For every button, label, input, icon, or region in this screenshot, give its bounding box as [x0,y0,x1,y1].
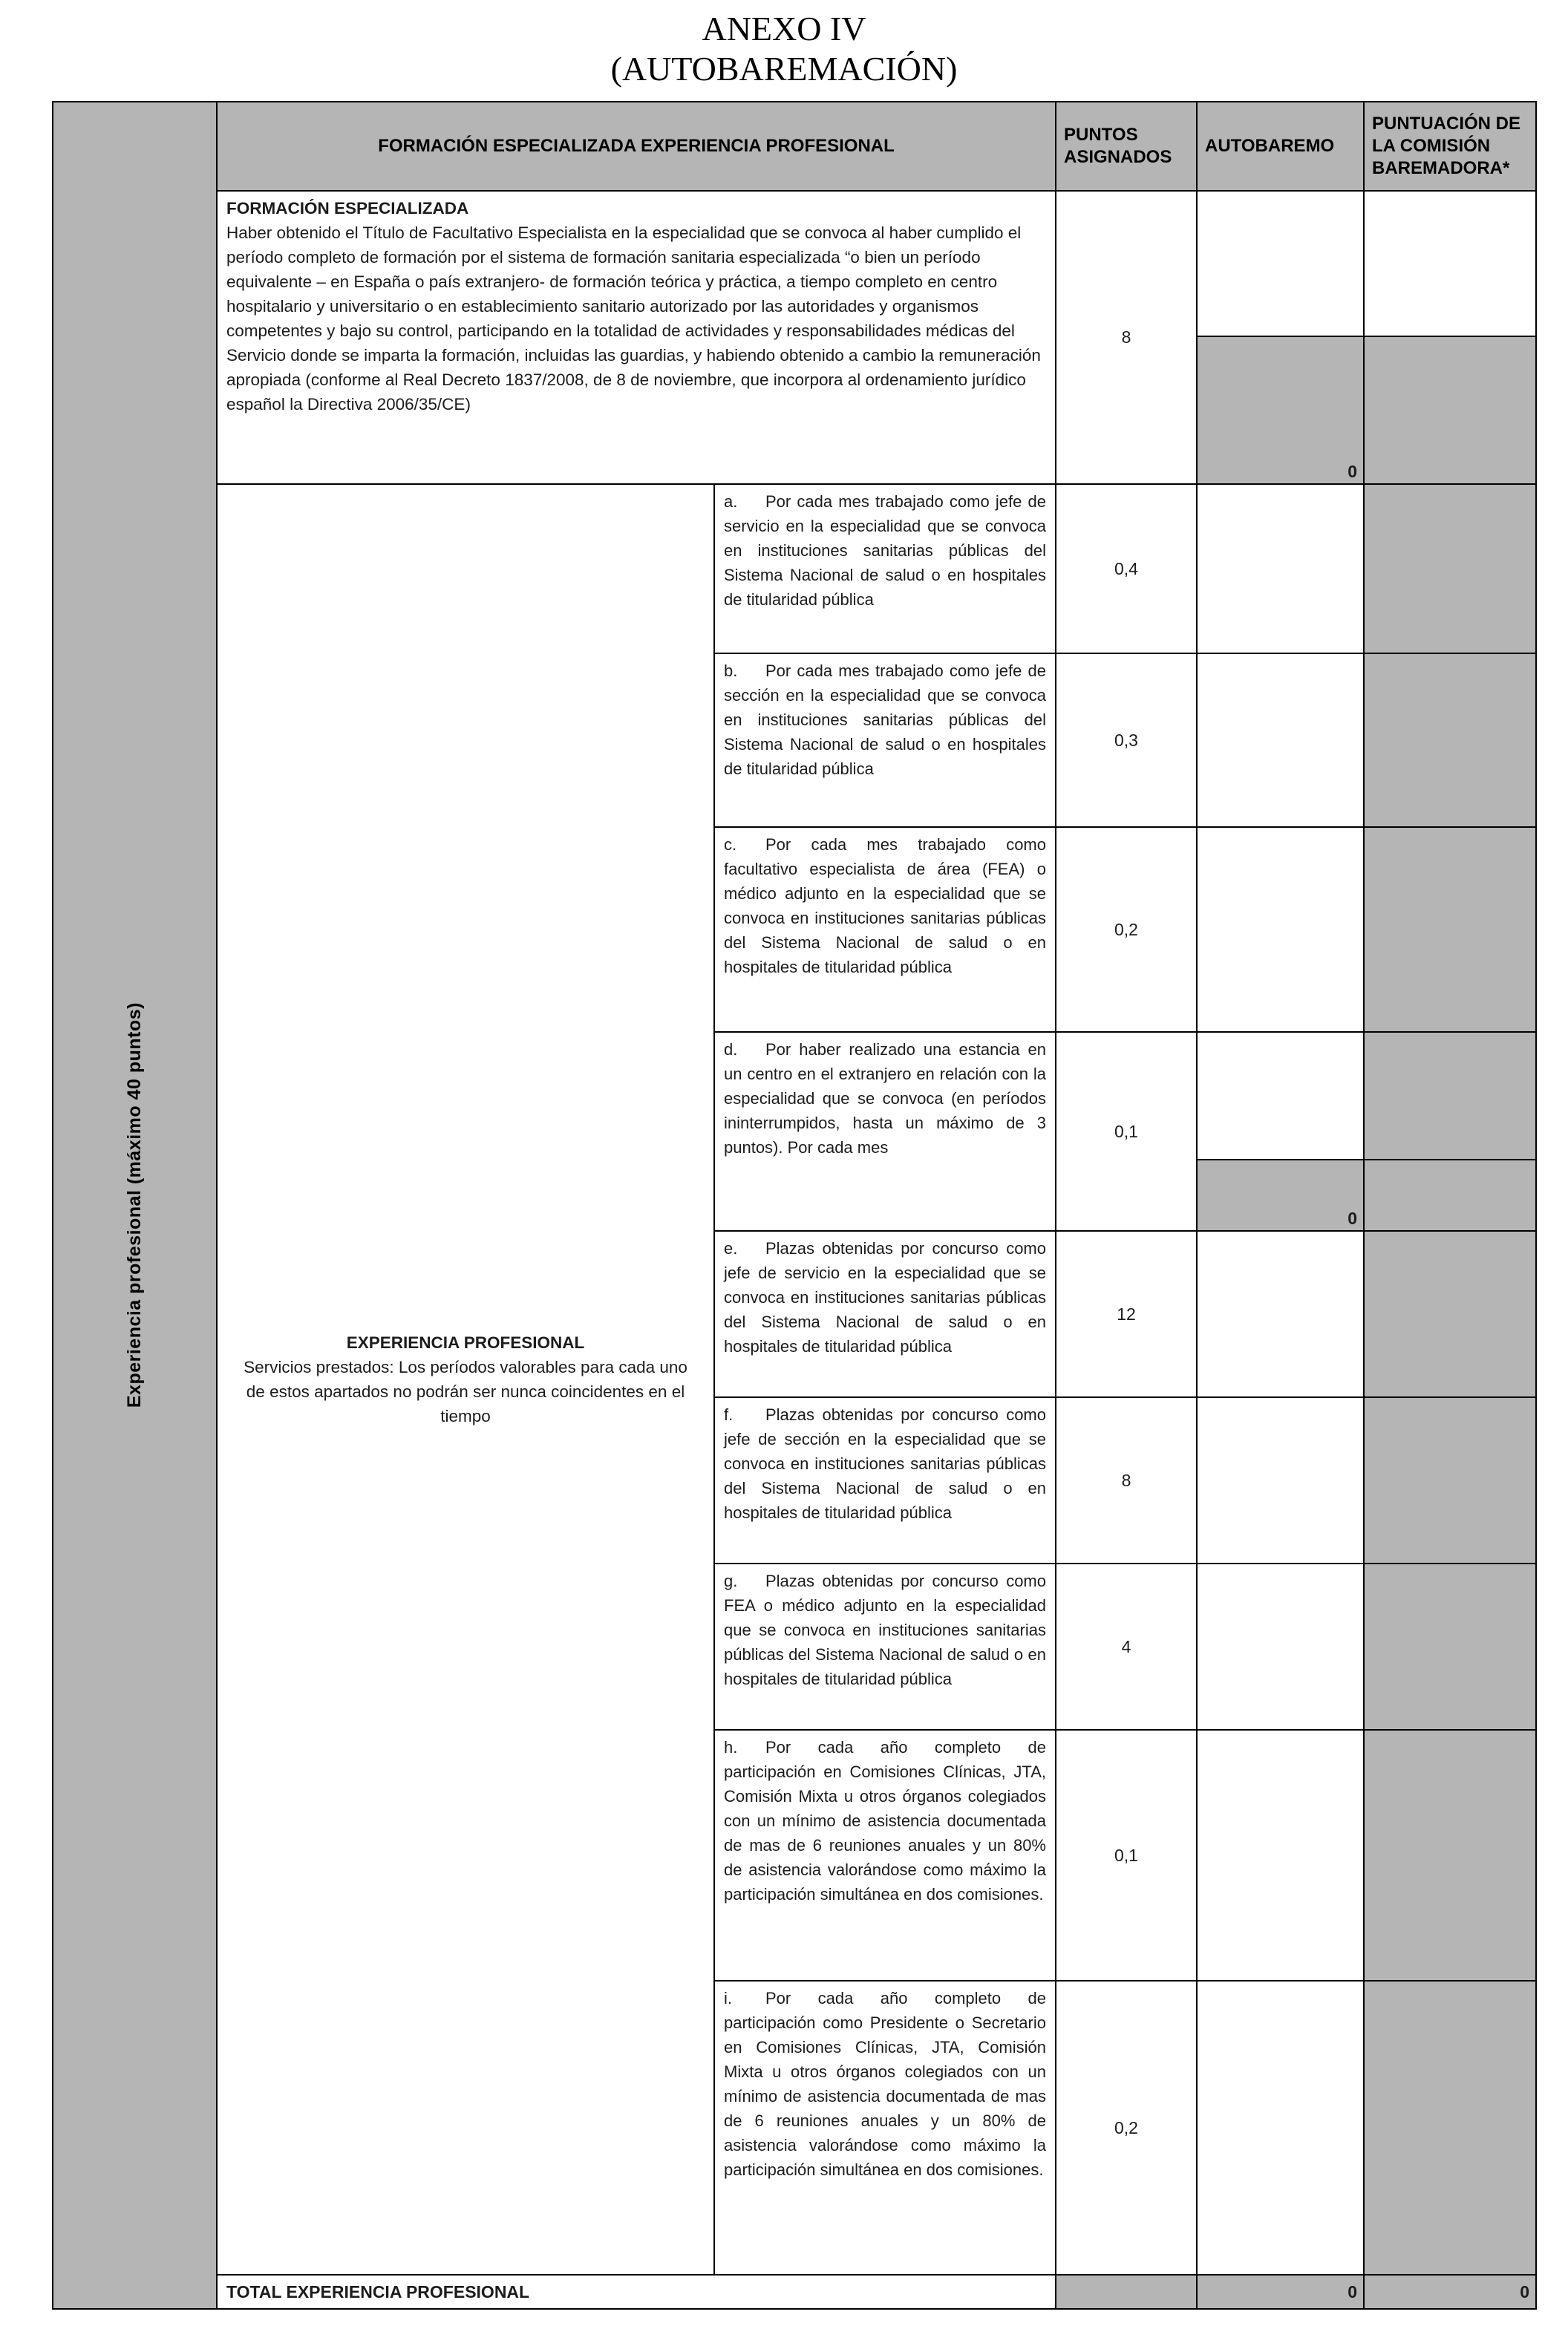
comision-cell [1365,1982,1535,2274]
total-autobaremo-value: 0 [1198,2276,1365,2308]
total-label: TOTAL EXPERIENCIA PROFESIONAL [218,2276,1056,2308]
autobaremo-subtotal: 0 [1198,1159,1363,1230]
item-row-h [715,1731,1535,1982]
formacion-body-text: Haber obtenido el Título de Facultativo Especialista en la especialidad que se convoca al haber cumplido el período completo de formación por el sistema de formación sanitaria especializada “o bien un período equivalente – en España o país extranjero- de formación teórica y práctica, a tiempo completo en centro hospitalario y universitario o en establecimiento sanitario autorizado por las autoridades y organismos competentes y bajo su control, participando en la totalidad de actividades y responsabilidades médicas del Servicio donde se imparta la formación, incluidas las guardias, y habiendo obtenido a cambio la remuneración apropiada (conforme al Real Decreto 1837/2008, de 8 de noviembre, que incorpora al ordenamiento jurídico español la Directiva 2006/35/CE) [226,223,1041,414]
item-description: a. Por cada mes trabajado como jefe de servicio en la especialidad que se convoca en instituciones sanitarias públicas del Sistema Nacional de salud o en hospitales de titularidad pública [715,485,1056,653]
header-main-column: FORMACIÓN ESPECIALIZADA EXPERIENCIA PROFESIONAL [218,102,1056,190]
item-description: c. Por cada mes trabajado como facultativo especialista de área (FEA) o médico adjunto en la especialidad que se convoca en instituciones sanitarias públicas del Sistema Nacional de salud o en hospitales de titularidad pública [715,828,1056,1031]
item-row-f [715,1398,1535,1564]
item-row-e [715,1232,1535,1398]
item-description: h. Por cada año completo de participación en Comisiones Clínicas, JTA, Comisión Mixta u otros órganos colegiados con un mínimo de asistencia documentada de mas de 6 reuniones anuales y un 80% de asistencia valorándose como máximo la participación simultánea en dos comisiones. [715,1731,1056,1980]
autobaremo-input-cell[interactable] [1198,1232,1365,1396]
comision-cell [1365,828,1535,1031]
comision-cell [1365,1398,1535,1563]
autobaremo-input-cell[interactable] [1198,1731,1365,1980]
autobaremo-input-cell[interactable] [1198,828,1365,1031]
formacion-autobaremo-subtotal: 0 [1198,336,1363,484]
table-main [218,102,1535,2308]
autobaremo-cell [1198,1033,1365,1230]
item-row-a [715,485,1535,654]
formacion-comision-subtotal [1365,336,1535,484]
autobaremo-input-cell[interactable] [1198,1982,1365,2274]
puntos-value: 0,1 [1056,1731,1198,1980]
autobaremo-input-cell[interactable] [1198,1033,1363,1159]
header-puntuacion-comision: PUNTUACIÓN DE LA COMISIÓN BAREMADORA* [1365,102,1535,190]
formacion-especializada-row [218,192,1535,485]
item-row-b [715,654,1535,828]
header-puntos-asignados: PUNTOS ASIGNADOS [1056,102,1198,190]
page-title: ANEXO IV [702,10,866,48]
formacion-heading: FORMACIÓN ESPECIALIZADA [226,199,469,218]
comision-cell [1365,1564,1535,1729]
experiencia-heading: EXPERIENCIA PROFESIONAL [346,1333,585,1352]
puntos-value: 0,4 [1056,485,1198,653]
formacion-description [218,192,1056,483]
item-description: b. Por cada mes trabajado como jefe de sección en la especialidad que se convoca en instituciones sanitarias públicas del Sistema Nacional de salud o en hospitales de titularidad pública [715,654,1056,826]
experiencia-items-column [715,485,1535,2274]
header-autobaremo: AUTOBAREMO [1198,102,1365,190]
item-description: e. Plazas obtenidas por concurso como jefe de servicio en la especialidad que se convoca en instituciones sanitarias públicas del Sistema Nacional de salud o en hospitales de titularidad pública [715,1232,1056,1396]
experiencia-body-text: Servicios prestados: Los períodos valorables para cada uno de estos apartados no podrán ser nunca coincidentes en el tiempo [244,1358,687,1425]
item-description: f. Plazas obtenidas por concurso como jefe de sección en la especialidad que se convoca en instituciones sanitarias públicas del Sistema Nacional de salud o en hospitales de titularidad pública [715,1398,1056,1563]
item-row-i [715,1982,1535,2274]
autobaremo-input-cell[interactable] [1198,1398,1365,1563]
document-title-block [0,0,1568,89]
puntos-value: 12 [1056,1232,1198,1396]
table-header-row [218,102,1535,192]
item-row-d [715,1033,1535,1232]
comision-cell [1365,1731,1535,1980]
comision-subtotal [1365,1159,1535,1230]
puntos-value: 0,2 [1056,828,1198,1031]
puntos-value: 8 [1056,1398,1198,1563]
sidebar-rotated-label: Experiencia profesional (máximo 40 puntos) [124,1002,145,1408]
puntos-value: 0,1 [1056,1033,1198,1230]
total-row [218,2276,1535,2308]
item-description: g. Plazas obtenidas por concurso como FEA o médico adjunto en la especialidad que se convoca en instituciones sanitarias públicas del Sistema Nacional de salud o en hospitales de titularidad pública [715,1564,1056,1729]
experiencia-profesional-section [218,485,1535,2276]
puntos-value: 4 [1056,1564,1198,1729]
item-description: d. Por haber realizado una estancia en un centro en el extranjero en relación con la especialidad que se convoca (en períodos ininterrumpidos, hasta un máximo de 3 puntos). Por cada mes [715,1033,1056,1230]
comision-cell [1365,1033,1535,1230]
puntos-value: 0,3 [1056,654,1198,826]
autobaremo-input-cell[interactable] [1198,485,1365,653]
total-puntos-cell [1056,2276,1198,2308]
formacion-puntos-value: 8 [1056,192,1198,483]
puntos-value: 0,2 [1056,1982,1198,2274]
total-comision-value: 0 [1365,2276,1535,2308]
formacion-comision-cell [1365,192,1535,483]
experiencia-label-cell [218,485,715,2274]
item-row-c [715,828,1535,1033]
autobaremo-input-cell[interactable] [1198,654,1365,826]
item-description: i. Por cada año completo de participación como Presidente o Secretario en Comisiones Clínicas, JTA, Comisión Mixta u otros órganos colegiados con un mínimo de asistencia documentada de mas de 6 reuniones anuales y un 80% de asistencia valorándose como máximo la participación simultánea en dos comisiones. [715,1982,1056,2274]
autobaremacion-table [52,101,1537,2310]
comision-cell [1365,1232,1535,1396]
item-row-g [715,1564,1535,1731]
page-subtitle: (AUTOBAREMACIÓN) [610,50,958,88]
formacion-autobaremo-cell [1198,192,1365,483]
comision-cell [1365,654,1535,826]
formacion-autobaremo-input[interactable] [1198,192,1363,336]
autobaremo-input-cell[interactable] [1198,1564,1365,1729]
formacion-comision-input [1365,192,1535,336]
comision-cell [1365,485,1535,653]
experiencia-side-band [53,102,218,2308]
comision-upper-cell [1365,1033,1535,1159]
